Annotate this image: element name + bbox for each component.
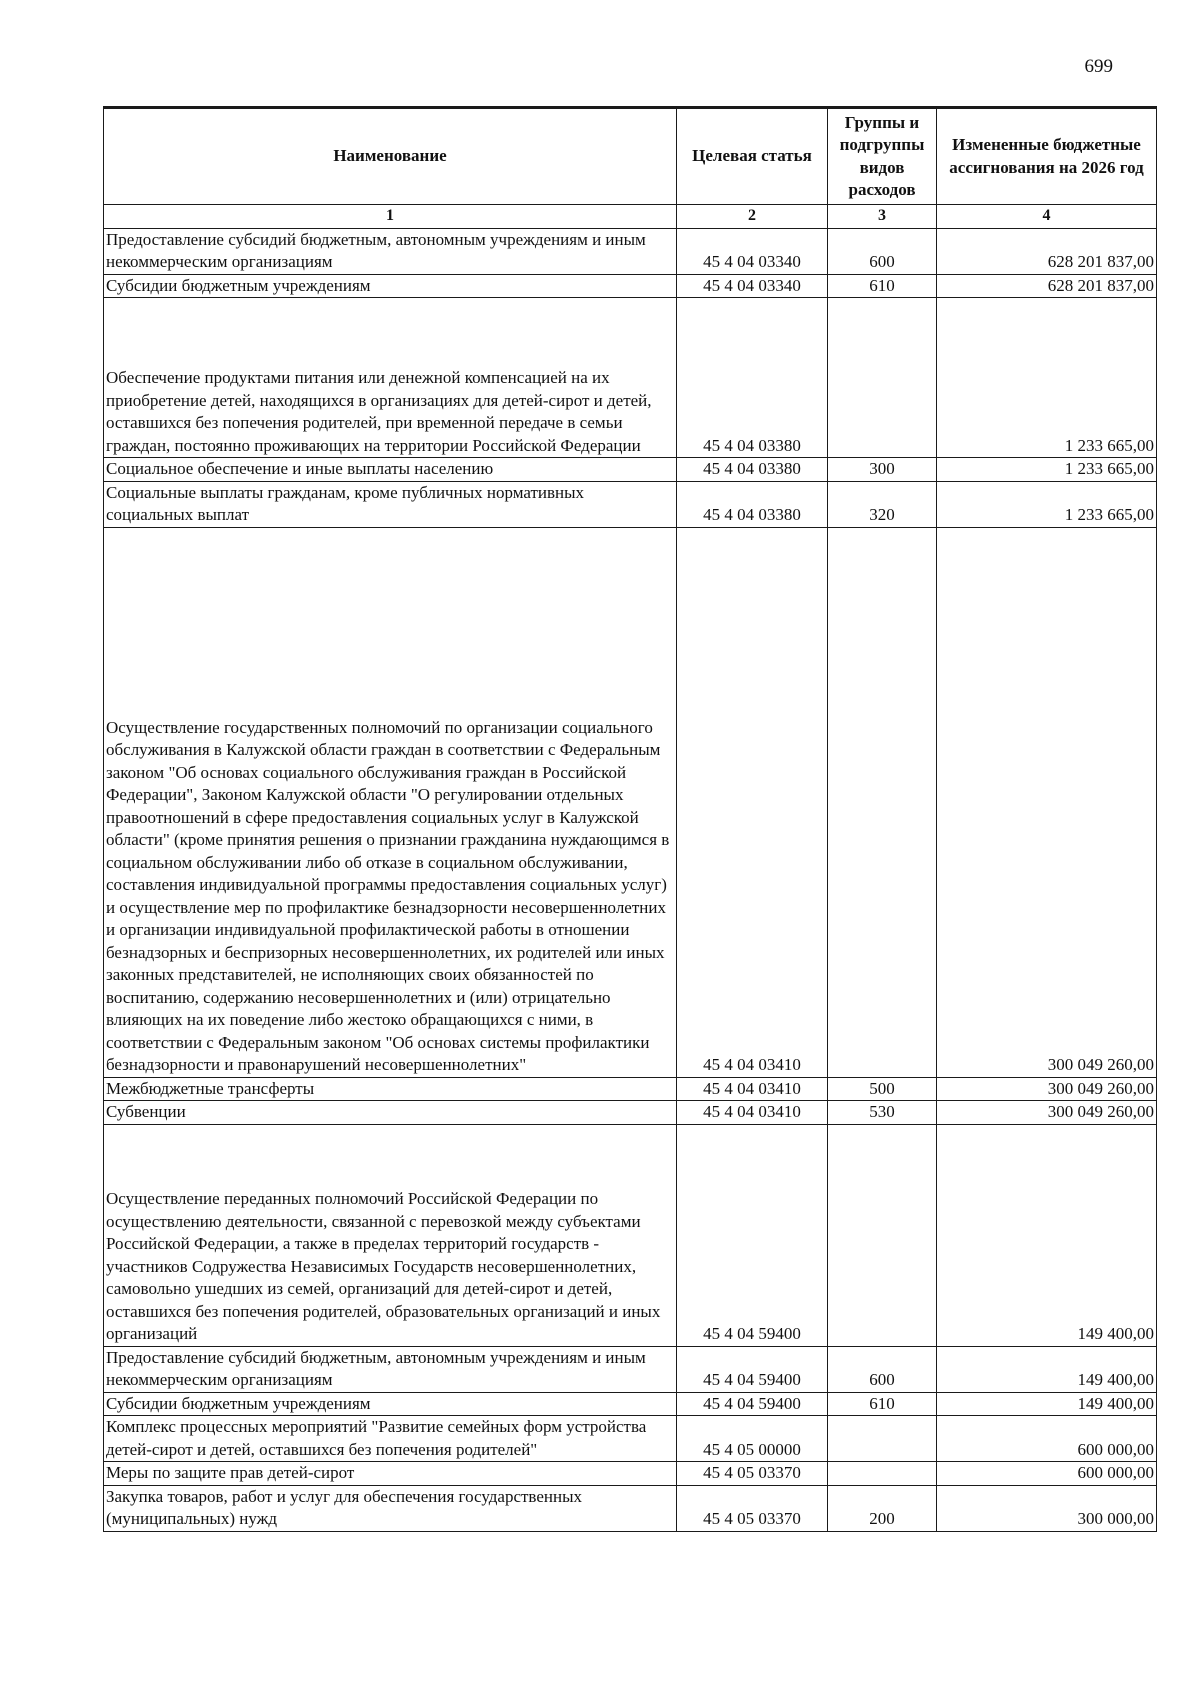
row-target-article: 45 4 04 03410 bbox=[677, 527, 828, 1077]
row-amount: 600 000,00 bbox=[937, 1416, 1157, 1462]
table-row bbox=[104, 1101, 1157, 1125]
row-target-article: 45 4 04 59400 bbox=[677, 1124, 828, 1346]
row-amount: 300 000,00 bbox=[937, 1485, 1157, 1531]
header-amount: Измененные бюджетные ассигнования на 2026 год bbox=[937, 108, 1157, 205]
row-expense-group: 600 bbox=[828, 228, 937, 274]
budget-table bbox=[103, 106, 1157, 1532]
row-expense-group bbox=[828, 1416, 937, 1462]
table-row bbox=[104, 1462, 1157, 1486]
row-expense-group: 320 bbox=[828, 481, 937, 527]
row-target-article: 45 4 05 00000 bbox=[677, 1416, 828, 1462]
row-target-article: 45 4 04 03380 bbox=[677, 298, 828, 458]
row-target-article: 45 4 04 03380 bbox=[677, 458, 828, 482]
row-amount: 149 400,00 bbox=[937, 1392, 1157, 1416]
row-name: Субсидии бюджетным учреждениям bbox=[104, 274, 677, 298]
row-expense-group: 500 bbox=[828, 1077, 937, 1101]
row-target-article: 45 4 05 03370 bbox=[677, 1462, 828, 1486]
column-number: 3 bbox=[828, 205, 937, 229]
row-target-article: 45 4 04 03380 bbox=[677, 481, 828, 527]
table-row bbox=[104, 228, 1157, 274]
row-expense-group: 300 bbox=[828, 458, 937, 482]
row-name: Комплекс процессных мероприятий "Развитие семейных форм устройства детей-сирот и детей, оставшихся без попечения родителей" bbox=[104, 1416, 677, 1462]
column-number: 2 bbox=[677, 205, 828, 229]
table-row bbox=[104, 1416, 1157, 1462]
row-target-article: 45 4 04 03340 bbox=[677, 228, 828, 274]
row-name: Субвенции bbox=[104, 1101, 677, 1125]
row-target-article: 45 4 04 59400 bbox=[677, 1346, 828, 1392]
column-number: 1 bbox=[104, 205, 677, 229]
row-expense-group bbox=[828, 1462, 937, 1486]
table-row bbox=[104, 1124, 1157, 1346]
row-expense-group: 600 bbox=[828, 1346, 937, 1392]
header-target-article: Целевая статья bbox=[677, 108, 828, 205]
row-name: Субсидии бюджетным учреждениям bbox=[104, 1392, 677, 1416]
header-expense-groups: Группы и подгруппы видов расходов bbox=[828, 108, 937, 205]
row-amount: 628 201 837,00 bbox=[937, 274, 1157, 298]
row-name: Предоставление субсидий бюджетным, автономным учреждениям и иным некоммерческим организациям bbox=[104, 1346, 677, 1392]
table-row bbox=[104, 527, 1157, 1077]
table-row bbox=[104, 458, 1157, 482]
row-name: Межбюджетные трансферты bbox=[104, 1077, 677, 1101]
header-row bbox=[104, 108, 1157, 205]
row-amount: 300 049 260,00 bbox=[937, 1077, 1157, 1101]
row-amount: 600 000,00 bbox=[937, 1462, 1157, 1486]
row-expense-group: 610 bbox=[828, 274, 937, 298]
row-name: Осуществление переданных полномочий Российской Федерации по осуществлению деятельности, связанной с перевозкой между субъектами Российской Федерации, а также в пределах территорий государств - участников Содружества Независимых Государств несовершеннолетних, самовольно ушедших из семей, организаций для детей-сирот и детей, оставшихся без попечения родителей, образовательных организаций и иных организаций bbox=[104, 1124, 677, 1346]
table-row bbox=[104, 1077, 1157, 1101]
table-row bbox=[104, 298, 1157, 458]
row-name: Меры по защите прав детей-сирот bbox=[104, 1462, 677, 1486]
row-amount: 1 233 665,00 bbox=[937, 458, 1157, 482]
header-name: Наименование bbox=[104, 108, 677, 205]
row-expense-group bbox=[828, 1124, 937, 1346]
row-target-article: 45 4 04 03410 bbox=[677, 1077, 828, 1101]
row-name: Осуществление государственных полномочий по организации социального обслуживания в Калужской области граждан в соответствии с Федеральным законом "Об основах социального обслуживания граждан в Российской Федерации", Законом Калужской области "О регулировании отдельных правоотношений в сфере предоставления социальных услуг в Калужской области" (кроме принятия решения о признании гражданина нуждающимся в социальном обслуживании либо об отказе в социальном обслуживании, составления индивидуальной программы предоставления социальных услуг) и осуществление мер по профилактике безнадзорности несовершеннолетних и организации индивидуальной профилактической работы в отношении безнадзорных и беспризорных несовершеннолетних, их родителей или иных законных представителей, не исполняющих своих обязанностей по воспитанию, содержанию несовершеннолетних и (или) отрицательно влияющих на их поведение либо жестоко обращающихся с ними, в соответствии с Федеральным законом "Об основах системы профилактики безнадзорности и правонарушений несовершеннолетних" bbox=[104, 527, 677, 1077]
table-row bbox=[104, 1392, 1157, 1416]
table-row bbox=[104, 481, 1157, 527]
page-number: 699 bbox=[1084, 56, 1113, 77]
row-expense-group: 610 bbox=[828, 1392, 937, 1416]
row-expense-group bbox=[828, 527, 937, 1077]
row-amount: 628 201 837,00 bbox=[937, 228, 1157, 274]
row-name: Предоставление субсидий бюджетным, автономным учреждениям и иным некоммерческим организациям bbox=[104, 228, 677, 274]
table-row bbox=[104, 1485, 1157, 1531]
row-name: Социальные выплаты гражданам, кроме публичных нормативных социальных выплат bbox=[104, 481, 677, 527]
row-target-article: 45 4 04 03410 bbox=[677, 1101, 828, 1125]
row-expense-group bbox=[828, 298, 937, 458]
row-amount: 300 049 260,00 bbox=[937, 1101, 1157, 1125]
row-amount: 300 049 260,00 bbox=[937, 527, 1157, 1077]
row-name: Обеспечение продуктами питания или денежной компенсацией на их приобретение детей, находящихся в организациях для детей-сирот и детей, оставшихся без попечения родителей, при временной передаче в семьи граждан, постоянно проживающих на территории Российской Федерации bbox=[104, 298, 677, 458]
table-row bbox=[104, 274, 1157, 298]
row-amount: 149 400,00 bbox=[937, 1346, 1157, 1392]
row-amount: 1 233 665,00 bbox=[937, 481, 1157, 527]
row-expense-group: 530 bbox=[828, 1101, 937, 1125]
row-target-article: 45 4 05 03370 bbox=[677, 1485, 828, 1531]
column-number: 4 bbox=[937, 205, 1157, 229]
table-row bbox=[104, 1346, 1157, 1392]
row-target-article: 45 4 04 59400 bbox=[677, 1392, 828, 1416]
column-number-row bbox=[104, 205, 1157, 229]
row-expense-group: 200 bbox=[828, 1485, 937, 1531]
row-amount: 1 233 665,00 bbox=[937, 298, 1157, 458]
row-name: Социальное обеспечение и иные выплаты населению bbox=[104, 458, 677, 482]
row-name: Закупка товаров, работ и услуг для обеспечения государственных (муниципальных) нужд bbox=[104, 1485, 677, 1531]
row-target-article: 45 4 04 03340 bbox=[677, 274, 828, 298]
row-amount: 149 400,00 bbox=[937, 1124, 1157, 1346]
